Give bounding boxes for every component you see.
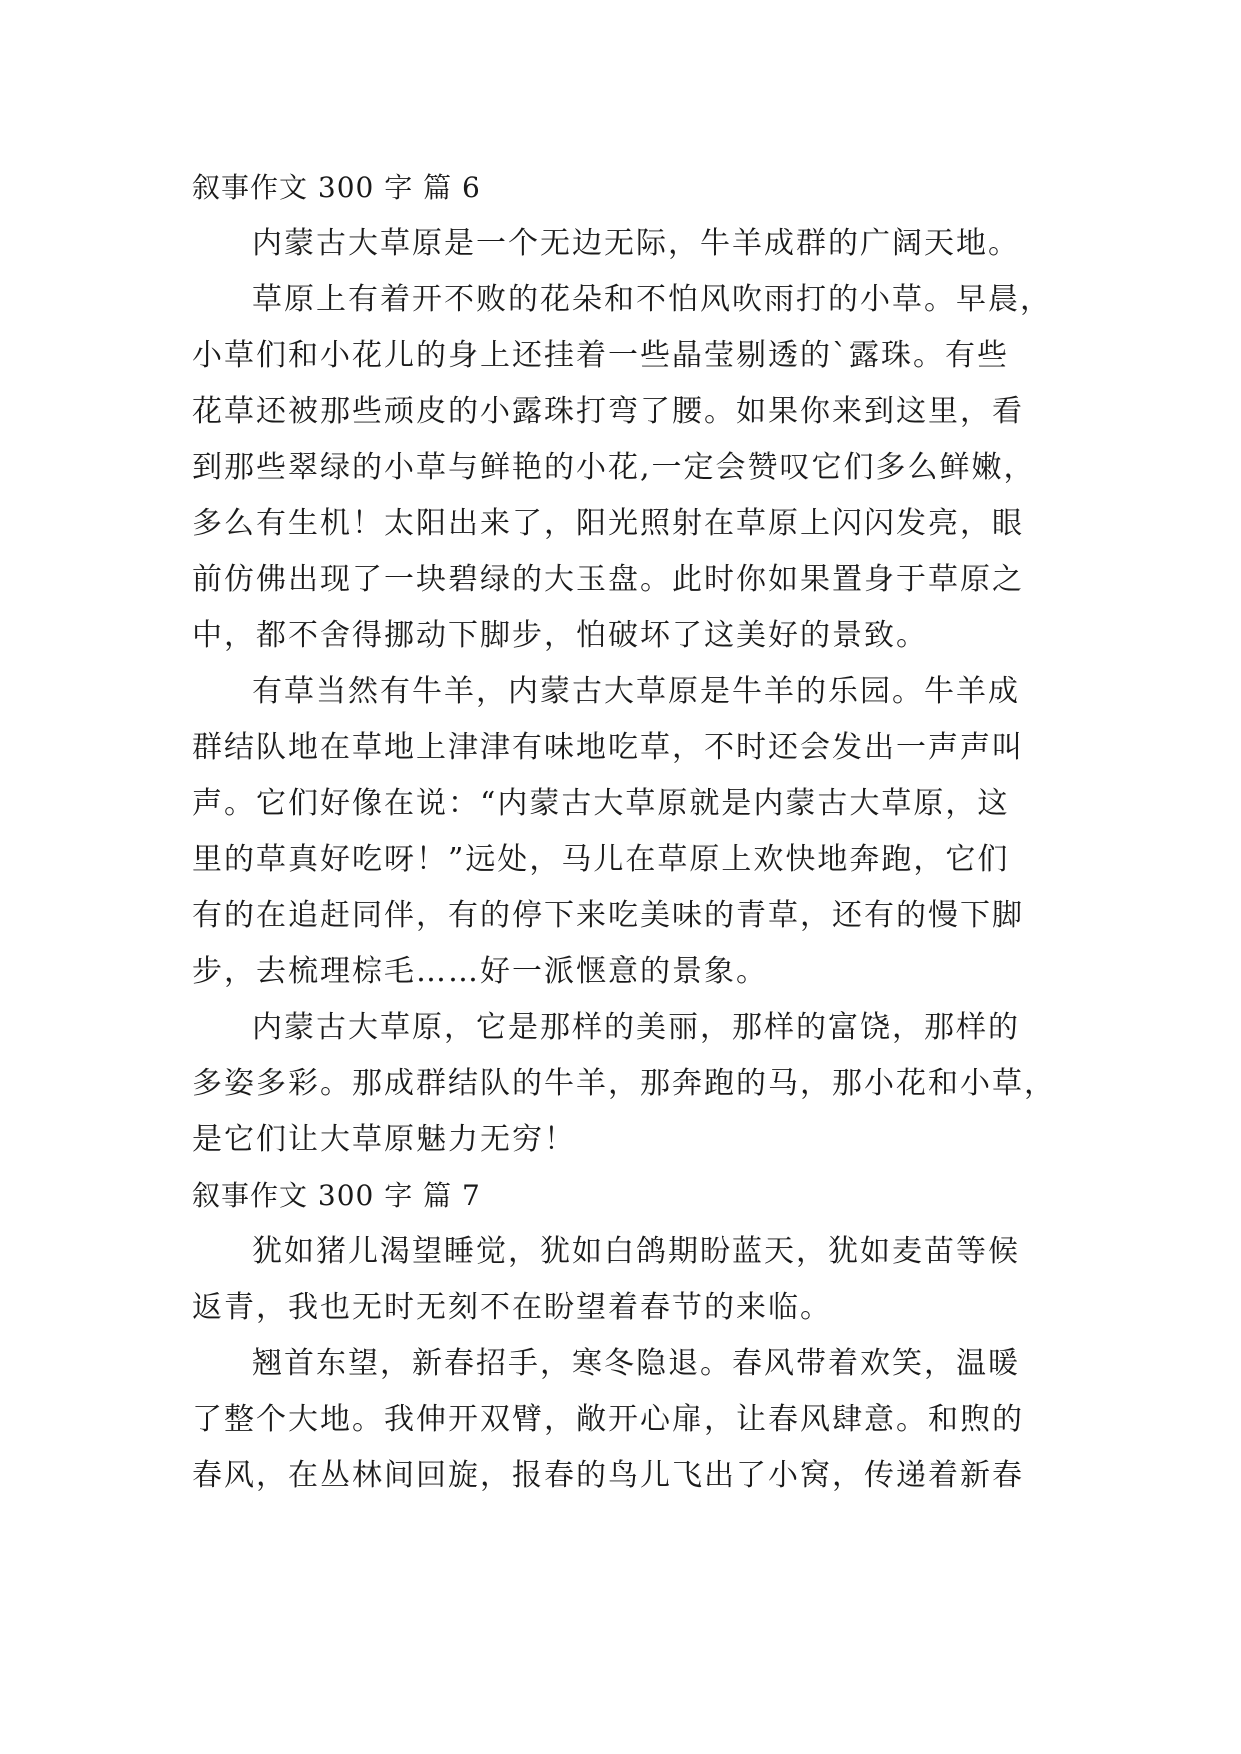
- text-line: 内蒙古大草原，它是那样的美丽，那样的富饶，那样的: [252, 1010, 1020, 1045]
- paragraph: [192, 664, 1092, 1000]
- text-line: 内蒙古大草原是一个无边无际，牛羊成群的广阔天地。: [252, 226, 1020, 261]
- text-line: 群结队地在草地上津津有味地吃草，不时还会发出一声声叫: [192, 730, 1024, 765]
- text-line: 多姿多彩。那成群结队的牛羊，那奔跑的马，那小花和小草，: [192, 1066, 1056, 1101]
- text-line: 是它们让大草原魅力无穷！: [192, 1122, 576, 1157]
- text-line: 花草还被那些顽皮的小露珠打弯了腰。如果你来到这里，看: [192, 394, 1024, 429]
- text-line: 有草当然有牛羊，内蒙古大草原是牛羊的乐园。牛羊成: [252, 674, 1020, 709]
- text-line: 中，都不舍得挪动下脚步，怕破坏了这美好的景致。: [192, 618, 928, 653]
- text-line: 里的草真好吃呀！”远处，马儿在草原上欢快地奔跑，它们: [192, 842, 1010, 877]
- paragraph: [192, 1000, 1092, 1168]
- text-line: 多么有生机！太阳出来了，阳光照射在草原上闪闪发亮，眼: [192, 506, 1024, 541]
- text-line: 了整个大地。我伸开双臂，敞开心扉，让春风肆意。和煦的: [192, 1402, 1024, 1437]
- document-body: [192, 160, 1092, 1504]
- text-line: 有的在追赶同伴，有的停下来吃美味的青草，还有的慢下脚: [192, 898, 1024, 933]
- section-heading-7: 叙事作文 300 字 篇 7: [192, 1179, 481, 1212]
- text-line: 声。它们好像在说：“内蒙古大草原就是内蒙古大草原，这: [192, 786, 1010, 821]
- text-line: 小草们和小花儿的身上还挂着一些晶莹剔透的`露珠。有些: [192, 338, 1009, 373]
- text-line: 草原上有着开不败的花朵和不怕风吹雨打的小草。早晨，: [252, 282, 1052, 317]
- text-line: 到那些翠绿的小草与鲜艳的小花,一定会赞叹它们多么鲜嫩，: [192, 450, 1036, 485]
- text-line: 步，去梳理棕毛……好一派惬意的景象。: [192, 954, 768, 989]
- text-line: 前仿佛出现了一块碧绿的大玉盘。此时你如果置身于草原之: [192, 562, 1024, 597]
- text-line: 返青，我也无时无刻不在盼望着春节的来临。: [192, 1290, 832, 1325]
- paragraph: [192, 1336, 1092, 1504]
- text-line: 春风，在丛林间回旋，报春的鸟儿飞出了小窝，传递着新春: [192, 1458, 1024, 1493]
- paragraph: [192, 1224, 1092, 1336]
- text-line: 犹如猪儿渴望睡觉，犹如白鸽期盼蓝天，犹如麦苗等候: [252, 1234, 1020, 1269]
- paragraph: [192, 272, 1092, 664]
- text-line: 翘首东望，新春招手，寒冬隐退。春风带着欢笑，温暖: [252, 1346, 1020, 1381]
- paragraph: [192, 216, 1092, 272]
- section-heading-6: 叙事作文 300 字 篇 6: [192, 171, 481, 204]
